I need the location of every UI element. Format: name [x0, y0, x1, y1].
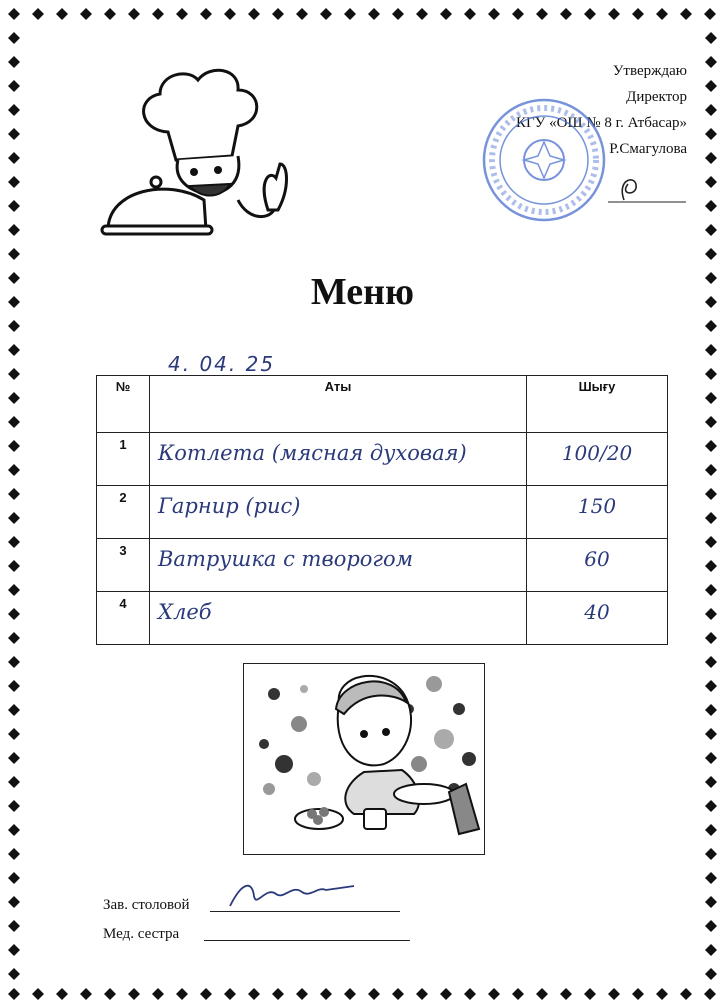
border-diamond — [536, 988, 548, 1000]
header-number: № — [97, 376, 150, 433]
border-diamond — [8, 320, 20, 332]
border-diamond — [248, 988, 260, 1000]
border-diamond — [128, 8, 140, 20]
table-row — [97, 539, 668, 592]
border-diamond — [8, 896, 20, 908]
row-number: 3 — [97, 539, 150, 592]
border-diamond — [608, 988, 620, 1000]
border-diamond — [705, 416, 717, 428]
border-diamond — [416, 8, 428, 20]
table-row — [97, 486, 668, 539]
border-diamond — [705, 224, 717, 236]
border-diamond — [705, 320, 717, 332]
organization-name: КГУ «ОШ № 8 г. Атбасар» — [516, 115, 687, 131]
menu-date: 4. 04. 25 — [168, 352, 276, 376]
border-diamond — [80, 8, 92, 20]
border-diamond — [704, 988, 716, 1000]
border-diamond — [512, 988, 524, 1000]
border-diamond — [705, 680, 717, 692]
border-diamond — [705, 848, 717, 860]
border-diamond — [344, 988, 356, 1000]
border-diamond — [32, 988, 44, 1000]
border-diamond — [8, 440, 20, 452]
border-diamond — [705, 392, 717, 404]
border-diamond — [705, 368, 717, 380]
border-diamond — [296, 988, 308, 1000]
border-diamond — [705, 200, 717, 212]
director-position: Директор — [626, 89, 687, 105]
border-diamond — [8, 368, 20, 380]
border-diamond — [8, 104, 20, 116]
border-diamond — [8, 968, 20, 980]
page-title: Меню — [310, 271, 415, 313]
border-diamond — [320, 8, 332, 20]
border-diamond — [705, 488, 717, 500]
border-diamond — [705, 104, 717, 116]
header-name: Аты — [150, 376, 527, 433]
canteen-head-signature — [222, 876, 362, 912]
border-diamond — [705, 32, 717, 44]
border-diamond — [705, 512, 717, 524]
border-diamond — [224, 988, 236, 1000]
header-output: Шығу — [527, 376, 668, 433]
border-diamond — [705, 968, 717, 980]
border-diamond — [705, 560, 717, 572]
border-diamond — [8, 872, 20, 884]
border-diamond — [56, 8, 68, 20]
border-diamond — [8, 584, 20, 596]
chef-illustration — [98, 60, 308, 240]
border-diamond — [8, 224, 20, 236]
border-diamond — [464, 8, 476, 20]
border-diamond — [296, 8, 308, 20]
border-diamond — [104, 988, 116, 1000]
border-diamond — [705, 584, 717, 596]
border-diamond — [8, 152, 20, 164]
border-diamond — [584, 988, 596, 1000]
border-diamond — [512, 8, 524, 20]
border-diamond — [705, 56, 717, 68]
border-diamond — [8, 608, 20, 620]
nurse-label: Мед. сестра — [103, 926, 180, 942]
border-diamond — [560, 8, 572, 20]
border-diamond — [705, 152, 717, 164]
border-diamond — [392, 988, 404, 1000]
border-diamond — [705, 344, 717, 356]
border-diamond — [8, 704, 20, 716]
border-diamond — [8, 200, 20, 212]
border-diamond — [8, 680, 20, 692]
border-diamond — [8, 560, 20, 572]
dish-output: 40 — [527, 592, 668, 645]
border-diamond — [705, 896, 717, 908]
border-diamond — [8, 416, 20, 428]
dish-output: 150 — [527, 486, 668, 539]
border-diamond — [104, 8, 116, 20]
border-diamond — [705, 776, 717, 788]
border-diamond — [488, 8, 500, 20]
border-diamond — [704, 8, 716, 20]
border-diamond — [8, 988, 20, 1000]
row-number: 1 — [97, 433, 150, 486]
border-diamond — [8, 32, 20, 44]
border-diamond — [8, 344, 20, 356]
border-diamond — [416, 988, 428, 1000]
border-diamond — [705, 128, 717, 140]
border-diamond — [705, 728, 717, 740]
border-diamond — [8, 176, 20, 188]
director-signature — [598, 170, 688, 206]
border-diamond — [8, 392, 20, 404]
border-diamond — [344, 8, 356, 20]
canteen-head-label: Зав. столовой — [103, 897, 190, 913]
border-diamond — [32, 8, 44, 20]
border-diamond — [488, 988, 500, 1000]
border-diamond — [632, 8, 644, 20]
border-diamond — [8, 848, 20, 860]
border-diamond — [152, 8, 164, 20]
border-diamond — [8, 464, 20, 476]
border-diamond — [705, 872, 717, 884]
approve-label: Утверждаю — [612, 63, 687, 79]
border-diamond — [705, 248, 717, 260]
border-diamond — [8, 776, 20, 788]
border-diamond — [656, 8, 668, 20]
border-diamond — [200, 8, 212, 20]
table-header-row — [97, 376, 668, 433]
border-diamond — [8, 632, 20, 644]
border-diamond — [705, 704, 717, 716]
border-diamond — [8, 512, 20, 524]
border-diamond — [705, 536, 717, 548]
border-diamond — [56, 988, 68, 1000]
border-diamond — [705, 752, 717, 764]
border-diamond — [8, 536, 20, 548]
dish-name: Гарнир (рис) — [150, 486, 527, 539]
dish-name: Котлета (мясная духовая) — [150, 433, 527, 486]
nurse-signature-line — [204, 940, 410, 941]
border-diamond — [632, 988, 644, 1000]
border-diamond — [8, 248, 20, 260]
border-diamond — [440, 988, 452, 1000]
border-diamond — [705, 800, 717, 812]
border-diamond — [705, 608, 717, 620]
border-diamond — [224, 8, 236, 20]
row-number: 2 — [97, 486, 150, 539]
dish-output: 60 — [527, 539, 668, 592]
border-diamond — [705, 176, 717, 188]
border-diamond — [656, 988, 668, 1000]
border-diamond — [80, 988, 92, 1000]
director-name: Р.Смагулова — [609, 141, 687, 157]
table-row — [97, 433, 668, 486]
border-diamond — [8, 800, 20, 812]
boy-eating-illustration — [243, 663, 485, 855]
border-diamond — [584, 8, 596, 20]
border-diamond — [200, 988, 212, 1000]
border-diamond — [560, 988, 572, 1000]
illustration-drawing — [244, 664, 484, 854]
border-diamond — [368, 8, 380, 20]
border-diamond — [176, 988, 188, 1000]
border-diamond — [440, 8, 452, 20]
border-diamond — [705, 80, 717, 92]
dish-name: Ватрушка с творогом — [150, 539, 527, 592]
table-row — [97, 592, 668, 645]
border-diamond — [272, 988, 284, 1000]
border-diamond — [8, 128, 20, 140]
border-diamond — [152, 988, 164, 1000]
border-diamond — [464, 988, 476, 1000]
border-diamond — [8, 656, 20, 668]
border-diamond — [705, 632, 717, 644]
border-diamond — [705, 656, 717, 668]
border-diamond — [176, 8, 188, 20]
border-diamond — [128, 988, 140, 1000]
border-diamond — [248, 8, 260, 20]
border-diamond — [705, 440, 717, 452]
menu-table — [96, 375, 668, 645]
border-diamond — [680, 988, 692, 1000]
border-diamond — [705, 464, 717, 476]
row-number: 4 — [97, 592, 150, 645]
border-diamond — [8, 752, 20, 764]
border-diamond — [272, 8, 284, 20]
official-stamp — [480, 96, 608, 224]
border-diamond — [8, 920, 20, 932]
border-diamond — [705, 920, 717, 932]
border-diamond — [320, 988, 332, 1000]
dish-name: Хлеб — [150, 592, 527, 645]
border-diamond — [368, 988, 380, 1000]
border-diamond — [8, 56, 20, 68]
border-diamond — [705, 944, 717, 956]
border-diamond — [8, 824, 20, 836]
border-diamond — [8, 488, 20, 500]
border-diamond — [8, 80, 20, 92]
border-diamond — [705, 824, 717, 836]
border-diamond — [8, 8, 20, 20]
border-diamond — [8, 944, 20, 956]
border-diamond — [536, 8, 548, 20]
border-diamond — [680, 8, 692, 20]
dish-output: 100/20 — [527, 433, 668, 486]
border-diamond — [608, 8, 620, 20]
border-diamond — [8, 728, 20, 740]
border-diamond — [392, 8, 404, 20]
